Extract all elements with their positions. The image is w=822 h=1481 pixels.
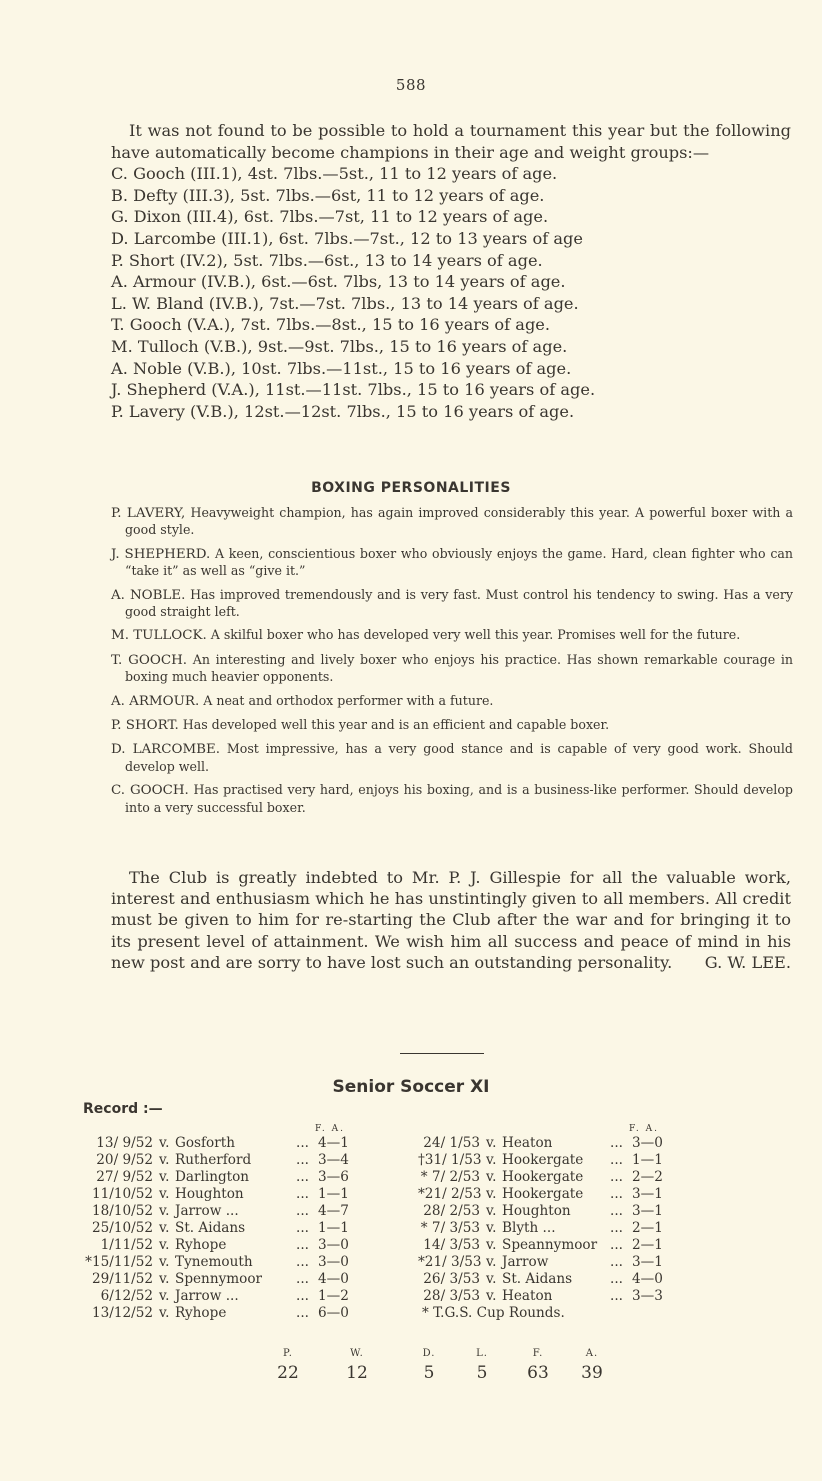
- fixture-date: 13/12/52: [91, 1305, 153, 1321]
- fixture-score: 3—1: [632, 1186, 663, 1202]
- personality-entry: [111, 652, 793, 686]
- personality-entry: [111, 546, 793, 580]
- champion-item: J. Shepherd (V.A.), 11st.—11st. 7lbs., 15 to 16 years of age.: [111, 380, 596, 400]
- fixture-vs: v.: [159, 1152, 170, 1168]
- total-value: 12: [346, 1363, 368, 1383]
- fixture-opponent: Ryhope: [175, 1237, 227, 1253]
- fixture-vs: v.: [159, 1305, 170, 1321]
- fixture-dots: ...: [610, 1271, 623, 1287]
- champion-item: L. W. Bland (IV.B.), 7st.—7st. 7lbs., 13 to 14 years of age.: [111, 293, 579, 313]
- fixtures-left-column: [83, 1121, 423, 1322]
- fixture-date: 11/10/52: [91, 1186, 153, 1202]
- personality-text: Most impressive, has a very good stance and is capable of very good work. Should develop well.: [125, 741, 793, 774]
- fixture-opponent: Spennymoor: [175, 1271, 263, 1287]
- fixture-score: 4—7: [318, 1203, 349, 1219]
- fixture-date: 26/ 3/53: [423, 1271, 480, 1287]
- fixture-vs: v.: [486, 1237, 497, 1253]
- champion-item: A. Armour (IV.B.), 6st.—6st. 7lbs, 13 to 14 years of age.: [111, 272, 566, 292]
- fixture-vs: v.: [486, 1288, 497, 1304]
- fixture-score: 4—0: [318, 1271, 349, 1287]
- total-label: P.: [283, 1348, 293, 1359]
- fixture-score: 4—1: [318, 1135, 349, 1151]
- fixture-score: 3—1: [632, 1254, 663, 1270]
- personality-name: D. LARCOMBE.: [111, 742, 221, 758]
- intro-section: [111, 120, 791, 422]
- champion-item: C. Gooch (III.1), 4st. 7lbs.—5st., 11 to 12 years of age.: [111, 164, 558, 184]
- fixture-vs: v.: [486, 1135, 497, 1151]
- fixture-row: [83, 1220, 423, 1237]
- total-column: [337, 1348, 377, 1383]
- senior-soccer-title: Senior Soccer XI: [332, 1077, 490, 1097]
- fixture-date: 27/ 9/52: [96, 1169, 153, 1185]
- fixture-opponent: Hookergate: [502, 1169, 584, 1185]
- signature: G. W. LEE.: [704, 952, 791, 972]
- personality-text: Has practised very hard, enjoys his boxing, and is a business-like performer. Should develop into a very successful boxer.: [125, 782, 793, 815]
- fixture-dots: ...: [296, 1186, 309, 1202]
- fixture-score: 3—6: [318, 1169, 349, 1185]
- fixture-vs: v.: [486, 1254, 497, 1270]
- fixture-row: [418, 1169, 788, 1186]
- total-label: F.: [532, 1348, 544, 1359]
- champion-item: M. Tulloch (V.B.), 9st.—9st. 7lbs., 15 to 16 years of age.: [111, 336, 568, 356]
- fixture-score: 1—1: [632, 1152, 663, 1168]
- fixture-row: [418, 1271, 788, 1288]
- fixture-vs: v.: [486, 1186, 497, 1202]
- personality-name: P. SHORT.: [111, 718, 179, 734]
- champions-list: [111, 163, 791, 422]
- fixture-dots: ...: [610, 1169, 623, 1185]
- personality-text: An interesting and lively boxer who enjoys his practice. Has shown remarkable courage in boxing much heavier opponents.: [125, 651, 793, 685]
- fixture-row: [83, 1152, 423, 1169]
- fixture-date: * 7/ 3/53: [420, 1220, 480, 1236]
- fixture-dots: ...: [296, 1135, 309, 1151]
- fixture-row: [83, 1203, 423, 1220]
- personality-entry: [111, 587, 793, 621]
- fixture-row: [418, 1186, 788, 1203]
- fixture-date: 29/11/52: [91, 1271, 153, 1287]
- fixture-row: [83, 1271, 423, 1288]
- fixture-vs: v.: [159, 1186, 170, 1202]
- fixture-opponent: Darlington: [175, 1169, 250, 1185]
- personality-text: Has improved tremendously and is very fast. Must control his tendency to swing. Has a very good straight left.: [125, 586, 793, 620]
- section-divider: [400, 1053, 484, 1054]
- champion-item: P. Short (IV.2), 5st. 7lbs.—6st., 13 to 14 years of age.: [111, 250, 543, 270]
- fixture-score: 3—1: [632, 1203, 663, 1219]
- fixture-date: 13/ 9/52: [96, 1135, 153, 1151]
- fixture-opponent: Blyth ...: [502, 1220, 556, 1236]
- fixture-vs: v.: [159, 1203, 170, 1219]
- champion-item: A. Noble (V.B.), 10st. 7lbs.—11st., 15 to 16 years of age.: [111, 358, 572, 378]
- fixture-opponent: Ryhope: [175, 1305, 227, 1321]
- fixture-score: 3—0: [318, 1237, 349, 1253]
- total-column: [462, 1348, 502, 1383]
- page-number: 588: [395, 76, 427, 94]
- fixture-date: *21/ 2/53: [418, 1186, 482, 1202]
- personalities-list: [111, 505, 793, 823]
- fixture-vs: v.: [486, 1220, 497, 1236]
- personality-name: J. SHEPHERD.: [111, 546, 211, 562]
- fixture-opponent: Jarrow ...: [175, 1203, 239, 1219]
- fixture-vs: v.: [486, 1152, 497, 1168]
- fixture-dots: ...: [610, 1220, 623, 1236]
- fixture-opponent: St. Aidans: [502, 1271, 573, 1287]
- fa-header: [83, 1121, 423, 1135]
- total-label: D.: [422, 1348, 436, 1359]
- personality-name: C. GOOCH.: [111, 783, 189, 799]
- fixture-score: 3—4: [318, 1152, 349, 1168]
- fixture-dots: ...: [296, 1169, 309, 1185]
- fixture-opponent: Houghton: [175, 1186, 244, 1202]
- fa-header-label: F. A.: [629, 1124, 659, 1134]
- fixture-score: 1—1: [318, 1186, 349, 1202]
- fixture-date: 25/10/52: [91, 1220, 153, 1236]
- fixture-date: *15/11/52: [85, 1254, 153, 1270]
- cup-rounds-footnote: * T.G.S. Cup Rounds.: [422, 1305, 565, 1321]
- fixture-row: [418, 1135, 788, 1152]
- fixture-vs: v.: [159, 1220, 170, 1236]
- fixture-dots: ...: [610, 1135, 623, 1151]
- total-label: L.: [476, 1348, 488, 1359]
- fixture-row: [83, 1169, 423, 1186]
- fixture-vs: v.: [486, 1271, 497, 1287]
- personality-text: Heavyweight champion, has again improved considerably this year. A powerful boxer with a good style.: [125, 505, 794, 538]
- fixture-date: †31/ 1/53: [418, 1152, 482, 1168]
- fixture-opponent: Speannymoor: [502, 1237, 598, 1253]
- fixture-date: *21/ 3/53: [418, 1254, 482, 1270]
- fixture-row: [418, 1152, 788, 1169]
- fixture-date: 28/ 3/53: [423, 1288, 480, 1304]
- fixture-date: 20/ 9/52: [96, 1152, 153, 1168]
- fixture-opponent: Gosforth: [175, 1135, 235, 1151]
- total-value: 39: [581, 1363, 603, 1383]
- personality-entry: [111, 505, 793, 539]
- fixture-vs: v.: [159, 1135, 170, 1151]
- club-tribute: [111, 867, 791, 973]
- fixture-opponent: Rutherford: [175, 1152, 252, 1168]
- fixture-dots: ...: [296, 1271, 309, 1287]
- total-value: 5: [423, 1363, 435, 1383]
- fixture-row: [83, 1237, 423, 1254]
- fixture-dots: ...: [296, 1220, 309, 1236]
- fixture-opponent: Jarrow ...: [175, 1288, 239, 1304]
- fixture-row: [418, 1203, 788, 1220]
- fixture-opponent: St. Aidans: [175, 1220, 246, 1236]
- fixture-opponent: Heaton: [502, 1135, 553, 1151]
- fixture-score: 2—2: [632, 1169, 663, 1185]
- club-paragraph: The Club is greatly indebted to Mr. P. J. Gillespie for all the valuable work, interest and enthusiasm which he has unstintingly given to all members. All credit must be given to him for re-starting the Club after the war and for bringing it to its present level of attainment. We wish him all success and peace of mind in his new post and are sorry to have lost such an outstanding personality.: [111, 868, 791, 972]
- fixture-opponent: Hookergate: [502, 1186, 584, 1202]
- champion-item: T. Gooch (V.A.), 7st. 7lbs.—8st., 15 to 16 years of age.: [111, 315, 551, 335]
- fixture-dots: ...: [610, 1237, 623, 1253]
- fixture-score: 3—0: [318, 1254, 349, 1270]
- fixture-score: 1—2: [318, 1288, 349, 1304]
- fixture-dots: ...: [610, 1254, 623, 1270]
- fixture-opponent: Heaton: [502, 1288, 553, 1304]
- personality-entry: [111, 717, 793, 734]
- fixture-vs: v.: [159, 1169, 170, 1185]
- fixture-row: [83, 1305, 423, 1322]
- fixture-dots: ...: [296, 1288, 309, 1304]
- personality-text: A keen, conscientious boxer who obviously enjoys the game. Hard, clean fighter who can “take it” as well as “give it.”: [125, 545, 793, 579]
- personality-entry: [111, 782, 793, 816]
- personality-text: A neat and orthodox performer with a future.: [203, 692, 494, 708]
- fixture-row: [83, 1135, 423, 1152]
- total-column: [268, 1348, 308, 1383]
- total-column: [572, 1348, 612, 1383]
- total-label: W.: [350, 1348, 364, 1359]
- fixture-opponent: Houghton: [502, 1203, 571, 1219]
- fixture-vs: v.: [159, 1237, 170, 1253]
- fixture-row: [83, 1254, 423, 1271]
- fixture-date: 18/10/52: [91, 1203, 153, 1219]
- personality-text: A skilful boxer who has developed very well this year. Promises well for the future.: [210, 627, 741, 643]
- boxing-personalities-heading: BOXING PERSONALITIES: [311, 480, 511, 496]
- fixture-opponent: Jarrow: [502, 1254, 549, 1270]
- total-column: [518, 1348, 558, 1383]
- fixture-row: [418, 1254, 788, 1271]
- personality-entry: [111, 693, 793, 710]
- fixture-vs: v.: [159, 1254, 170, 1270]
- fixture-vs: v.: [159, 1271, 170, 1287]
- champion-item: B. Defty (III.3), 5st. 7lbs.—6st, 11 to 12 years of age.: [111, 185, 545, 205]
- fixture-vs: v.: [486, 1169, 497, 1185]
- fixture-score: 4—0: [632, 1271, 663, 1287]
- fixture-vs: v.: [159, 1288, 170, 1304]
- fixture-row: [418, 1237, 788, 1254]
- fixture-dots: ...: [296, 1305, 309, 1321]
- fa-header-label: F. A.: [315, 1124, 345, 1134]
- personality-entry: [111, 627, 793, 644]
- personality-name: A. ARMOUR.: [111, 693, 200, 709]
- personality-text: Has developed well this year and is an efficient and capable boxer.: [182, 717, 610, 733]
- fixture-dots: ...: [610, 1186, 623, 1202]
- fixture-row: [83, 1186, 423, 1203]
- fixture-score: 3—3: [632, 1288, 663, 1304]
- fixture-score: 2—1: [632, 1220, 663, 1236]
- fixture-row: [418, 1220, 788, 1237]
- record-label: Record :—: [83, 1101, 163, 1117]
- fixture-dots: ...: [296, 1152, 309, 1168]
- fixture-dots: ...: [610, 1203, 623, 1219]
- champion-item: G. Dixon (III.4), 6st. 7lbs.—7st, 11 to 12 years of age.: [111, 207, 549, 227]
- fixture-row: [418, 1288, 788, 1305]
- personality-name: P. LAVERY,: [111, 506, 186, 521]
- fixtures-right-column: [418, 1121, 788, 1322]
- champion-item: P. Lavery (V.B.), 12st.—12st. 7lbs., 15 to 16 years of age.: [111, 401, 575, 421]
- total-label: A.: [585, 1348, 599, 1359]
- fixture-score: 2—1: [632, 1237, 663, 1253]
- fixture-date: 24/ 1/53: [423, 1135, 480, 1151]
- fixture-dots: ...: [296, 1237, 309, 1253]
- personality-entry: [111, 741, 793, 775]
- fixture-opponent: Hookergate: [502, 1152, 584, 1168]
- champion-item: D. Larcombe (III.1), 6st. 7lbs.—7st., 12 to 13 years of age: [111, 228, 583, 248]
- fixture-score: 6—0: [318, 1305, 349, 1321]
- intro-paragraph: It was not found to be possible to hold a tournament this year but the following have automatically become champions in their age and weight groups:—: [111, 121, 791, 162]
- fixture-score: 3—0: [632, 1135, 663, 1151]
- fixture-date: 1/11/52: [100, 1237, 153, 1253]
- personality-name: T. GOOCH.: [111, 652, 188, 668]
- total-value: 22: [277, 1363, 299, 1383]
- fixture-date: 28/ 2/53: [423, 1203, 480, 1219]
- personality-name: M. TULLOCK.: [111, 628, 207, 644]
- fixture-opponent: Tynemouth: [175, 1254, 253, 1270]
- fa-header: [418, 1121, 788, 1135]
- fixture-row: [83, 1288, 423, 1305]
- fixture-vs: v.: [486, 1203, 497, 1219]
- fixture-score: 1—1: [318, 1220, 349, 1236]
- total-value: 63: [527, 1363, 549, 1383]
- club-paragraph-wrapper: [111, 867, 791, 973]
- fixture-dots: ...: [610, 1152, 623, 1168]
- total-column: [409, 1348, 449, 1383]
- fixture-dots: ...: [610, 1288, 623, 1304]
- fixture-dots: ...: [296, 1203, 309, 1219]
- total-value: 5: [476, 1363, 488, 1383]
- personality-name: A. NOBLE.: [111, 587, 186, 603]
- fixture-date: 6/12/52: [100, 1288, 153, 1304]
- fixture-date: * 7/ 2/53: [420, 1169, 480, 1185]
- fixture-dots: ...: [296, 1254, 309, 1270]
- fixture-date: 14/ 3/53: [423, 1237, 480, 1253]
